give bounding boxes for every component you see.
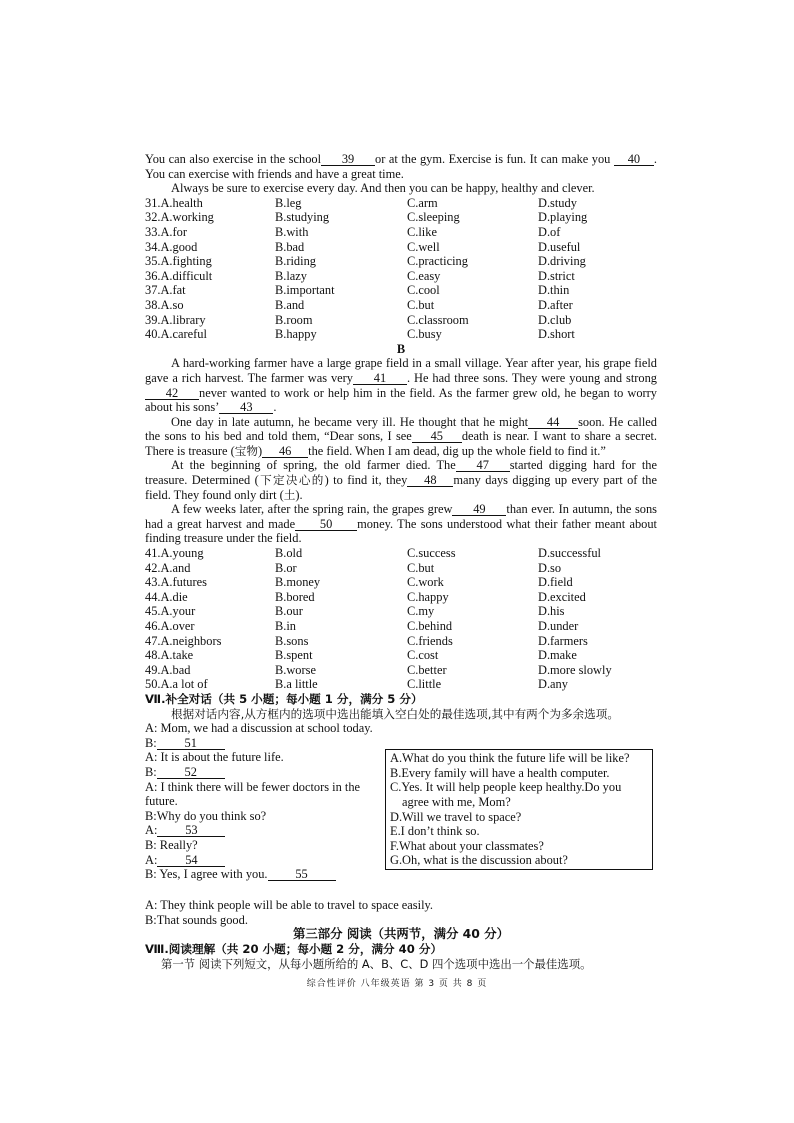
- option-choice[interactable]: B.important: [275, 283, 335, 298]
- box-option: C.Yes. It will help people keep healthy.Do you: [390, 780, 622, 795]
- blank-44[interactable]: 44: [528, 416, 578, 429]
- option-choice[interactable]: B.studying: [275, 210, 330, 225]
- blank-48[interactable]: 48: [407, 474, 453, 487]
- dialog-line: A: I think there will be fewer doctors in the future.: [145, 779, 361, 809]
- box-option: B.Every family will have a health computer.: [390, 765, 610, 780]
- blank-40[interactable]: 40: [614, 153, 654, 166]
- passage-b-para1: A hard-working farmer have a large grape field in a small village. Year after year, his grape field gave a rich harvest. The farmer was very 41 . He had three sons. They were young and strong42 never wanted to work or help him in the field. As the farmer grew old, he began to worry about his sons’ 43 .: [145, 356, 657, 415]
- option-row: [145, 225, 657, 240]
- section-8-title: Ⅷ.阅读理解（共 20 小题；每小题 2 分，满分 40 分）: [145, 941, 443, 956]
- option-choice[interactable]: D.more slowly: [538, 662, 612, 677]
- section-7-instruction: 根据对话内容,从方框内的选项中选出能填入空白处的最佳选项,其中有两个为多余选项。: [171, 706, 619, 721]
- option-choice[interactable]: B.happy: [275, 327, 317, 342]
- option-choice[interactable]: B.riding: [275, 254, 316, 269]
- option-choice[interactable]: 40.A.careful: [145, 327, 207, 342]
- option-choice[interactable]: B.or: [275, 560, 297, 575]
- passage-b-para2: One day in late autumn, he became very ill. He thought that he might 44 soon. He called the sons to his bed and told them, “Dear sons, I see 45 death is near. I want to share a secret. There is treasure (宝物) 46 the field. When I am dead, dig up the whole field to find it.”: [145, 414, 657, 458]
- option-choice[interactable]: C.practicing: [407, 254, 468, 269]
- option-row: [145, 663, 657, 678]
- page-footer: 综合性评价 八年级英语 第 3 页 共 8 页: [306, 979, 488, 989]
- option-choice[interactable]: D.successful: [538, 546, 601, 561]
- passage-b-heading: B: [396, 341, 406, 356]
- option-choice[interactable]: C.friends: [407, 633, 453, 648]
- option-choice[interactable]: B.leg: [275, 195, 302, 210]
- option-choice[interactable]: B.our: [275, 604, 303, 619]
- option-row: [145, 604, 657, 619]
- blank-45[interactable]: 45: [412, 430, 462, 443]
- passage-b-para3: At the beginning of spring, the old farmer died. The 47 started digging hard for the treasure. Determined (下定决心的) to find it, they 48 many days digging up every part of the field. They found only dirt (土).: [145, 458, 657, 502]
- option-choice[interactable]: C.work: [407, 575, 444, 590]
- blank-51[interactable]: 51: [157, 737, 225, 750]
- passage-a-line: You can also exercise in the school 39 or at the gym. Exercise is fun. It can make you 40 . You can exercise with friends and have a great time.: [145, 152, 658, 181]
- option-choice[interactable]: D.field: [538, 575, 573, 590]
- option-row: [145, 283, 657, 298]
- option-choice[interactable]: C.classroom: [407, 312, 469, 327]
- dialog-line: A: Mom, we had a discussion at school today.: [145, 721, 373, 736]
- option-choice[interactable]: 41.A.young: [145, 546, 204, 561]
- option-choice[interactable]: D.under: [538, 619, 579, 633]
- option-choice[interactable]: B.sons: [275, 633, 309, 648]
- blank-42[interactable]: 42: [145, 387, 199, 400]
- option-choice[interactable]: D.thin: [538, 283, 570, 298]
- option-choice[interactable]: C.busy: [407, 327, 442, 342]
- dialog-line: A: They think people will be able to travel to space easily.: [145, 898, 433, 913]
- option-choice[interactable]: 34.A.good: [145, 239, 198, 254]
- option-row: [145, 196, 657, 211]
- option-choice[interactable]: B.bad: [275, 239, 305, 254]
- blank-39[interactable]: 39: [321, 153, 375, 166]
- box-option: F.What about your classmates?: [390, 838, 544, 853]
- option-choice[interactable]: D.study: [538, 195, 577, 210]
- option-row: [145, 210, 657, 225]
- blank-54[interactable]: 54: [157, 854, 225, 867]
- option-row: [145, 327, 657, 342]
- option-row: [145, 298, 657, 313]
- option-choice[interactable]: C.happy: [407, 589, 449, 604]
- option-choice[interactable]: C.like: [407, 224, 437, 239]
- option-choice[interactable]: D.playing: [538, 210, 588, 225]
- option-choice[interactable]: C.well: [407, 239, 440, 254]
- option-choice[interactable]: C.behind: [407, 619, 453, 633]
- option-choice[interactable]: 39.A.library: [145, 312, 206, 327]
- option-row: [145, 313, 657, 328]
- option-choice[interactable]: C.arm: [407, 195, 438, 210]
- passage-a-para2: Always be sure to exercise every day. And then you can be happy, healthy and clever.: [171, 181, 595, 196]
- dialog-line: B: Really?: [145, 837, 198, 852]
- option-row: [145, 648, 657, 663]
- option-choice[interactable]: B.old: [275, 546, 303, 561]
- option-choice[interactable]: D.short: [538, 327, 575, 342]
- option-choice[interactable]: 35.A.fighting: [145, 254, 212, 269]
- option-choice[interactable]: 45.A.your: [145, 604, 196, 619]
- option-choice[interactable]: D.excited: [538, 589, 586, 604]
- options-box: [385, 749, 653, 870]
- option-choice[interactable]: C.but: [407, 560, 435, 575]
- option-choice[interactable]: 38.A.so: [145, 297, 184, 312]
- option-choice[interactable]: D.any: [538, 677, 568, 692]
- box-option: E.I don’t think so.: [390, 824, 480, 839]
- option-choice[interactable]: C.easy: [407, 268, 441, 283]
- option-choice[interactable]: 31.A.health: [145, 195, 203, 210]
- option-choice[interactable]: C.cost: [407, 648, 439, 663]
- option-choice[interactable]: B.bored: [275, 589, 315, 604]
- option-choice[interactable]: 37.A.fat: [145, 283, 186, 298]
- options-31-40: [145, 196, 657, 342]
- blank-41[interactable]: 41: [353, 372, 407, 385]
- dialog-line: A: It is about the future life.: [145, 750, 284, 765]
- option-choice[interactable]: 48.A.take: [145, 648, 194, 663]
- option-choice[interactable]: B.room: [275, 312, 313, 327]
- option-choice[interactable]: 47.A.neighbors: [145, 633, 222, 648]
- option-row: [145, 254, 657, 269]
- box-option: agree with me, Mom?: [402, 794, 511, 809]
- option-choice[interactable]: D.so: [538, 560, 562, 575]
- dialog-line: A: 53: [145, 823, 370, 838]
- options-41-50: [145, 546, 657, 692]
- option-choice[interactable]: B.in: [275, 619, 296, 633]
- option-choice[interactable]: D.useful: [538, 239, 581, 254]
- option-choice[interactable]: B.spent: [275, 648, 313, 663]
- dialog-line: A: 54: [145, 853, 370, 868]
- blank-53[interactable]: 53: [157, 824, 225, 837]
- section-7-title: Ⅶ.补全对话（共 5 小题；每小题 1 分，满分 5 分）: [145, 691, 423, 706]
- blank-49[interactable]: 49: [452, 503, 506, 516]
- exam-page: [145, 152, 657, 971]
- blank-43[interactable]: 43: [219, 401, 273, 414]
- option-row: [145, 546, 657, 561]
- option-choice[interactable]: D.strict: [538, 268, 575, 283]
- option-choice[interactable]: C.but: [407, 297, 435, 312]
- option-choice[interactable]: D.make: [538, 648, 577, 663]
- option-choice[interactable]: 46.A.over: [145, 619, 195, 633]
- option-row: [145, 575, 657, 590]
- option-row: [145, 561, 657, 576]
- option-choice[interactable]: 50.A.a lot of: [145, 677, 208, 692]
- option-choice[interactable]: C.little: [407, 677, 442, 692]
- option-row: [145, 590, 657, 605]
- option-choice[interactable]: D.of: [538, 224, 561, 239]
- dialog-line: B: Yes, I agree with you. 55: [145, 867, 370, 882]
- box-option: G.Oh, what is the discussion about?: [390, 853, 568, 868]
- blank-52[interactable]: 52: [157, 766, 225, 779]
- option-choice[interactable]: 42.A.and: [145, 560, 191, 575]
- option-choice[interactable]: C.better: [407, 662, 447, 677]
- option-choice[interactable]: 43.A.futures: [145, 575, 207, 590]
- option-choice[interactable]: C.success: [407, 546, 456, 561]
- option-choice[interactable]: B.a little: [275, 677, 318, 692]
- option-choice[interactable]: B.with: [275, 224, 309, 239]
- option-row: [145, 619, 657, 634]
- passage-b-para4: A few weeks later, after the spring rain, the grapes grew 49 than ever. In autumn, the sons had a great harvest and made 50 money. The sons understood what their father meant about finding treasure under the field.: [145, 502, 657, 546]
- dialog-line: B: 51: [145, 736, 370, 751]
- option-choice[interactable]: 49.A.bad: [145, 662, 191, 677]
- blank-46[interactable]: 46: [262, 445, 308, 458]
- option-choice[interactable]: C.sleeping: [407, 210, 460, 225]
- option-choice[interactable]: D.club: [538, 312, 572, 327]
- dialog: [145, 721, 373, 882]
- option-choice[interactable]: D.driving: [538, 254, 586, 269]
- option-choice[interactable]: 33.A.for: [145, 224, 187, 239]
- option-choice[interactable]: 32.A.working: [145, 210, 214, 225]
- option-choice[interactable]: D.after: [538, 297, 573, 312]
- option-choice[interactable]: B.lazy: [275, 268, 307, 283]
- option-choice[interactable]: B.worse: [275, 662, 316, 677]
- blank-50[interactable]: 50: [295, 518, 357, 531]
- blank-55[interactable]: 55: [268, 868, 336, 881]
- option-choice[interactable]: B.and: [275, 297, 305, 312]
- option-row: [145, 677, 657, 692]
- part-3-title: 第三部分 阅读（共两节，满分 40 分）: [292, 926, 510, 942]
- option-row: [145, 269, 657, 284]
- dialog-line: B:That sounds good.: [145, 912, 248, 927]
- dialog-line: B:Why do you think so?: [145, 808, 267, 823]
- option-choice[interactable]: D.farmers: [538, 633, 588, 648]
- option-row: [145, 240, 657, 255]
- option-choice[interactable]: D.his: [538, 604, 565, 619]
- dialog-line: B: 52: [145, 765, 370, 780]
- blank-47[interactable]: 47: [456, 459, 510, 472]
- section-8-instruction: 第一节 阅读下列短文，从每小题所给的 A、B、C、D 四个选项中选出一个最佳选项。: [161, 956, 592, 971]
- option-choice[interactable]: C.my: [407, 604, 435, 619]
- dialog-area: [145, 721, 657, 901]
- option-choice[interactable]: 44.A.die: [145, 589, 188, 604]
- option-row: [145, 634, 657, 649]
- option-choice[interactable]: C.cool: [407, 283, 440, 298]
- option-choice[interactable]: B.money: [275, 575, 321, 590]
- box-option: D.Will we travel to space?: [390, 809, 522, 824]
- box-option: A.What do you think the future life will be like?: [390, 751, 630, 766]
- option-choice[interactable]: 36.A.difficult: [145, 268, 213, 283]
